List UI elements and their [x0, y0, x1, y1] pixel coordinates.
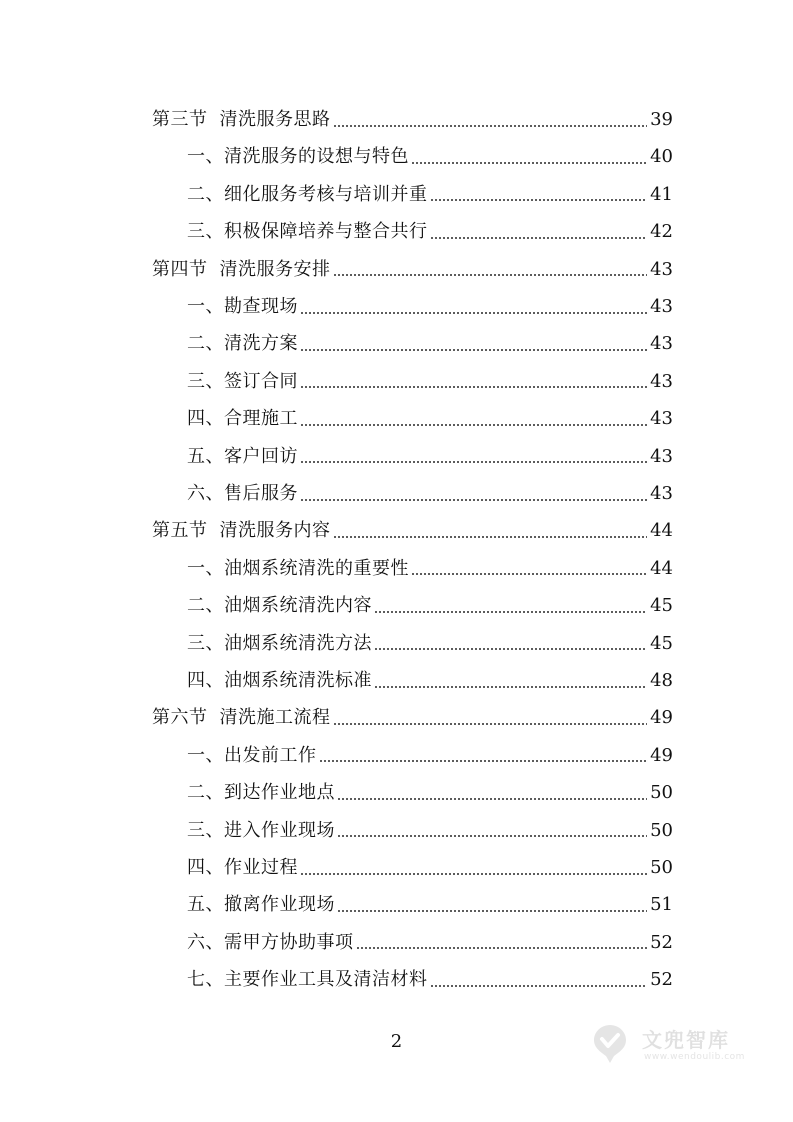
dot-leader — [374, 686, 647, 688]
toc-section-row[interactable] — [152, 101, 673, 138]
toc-item-row[interactable] — [187, 213, 673, 250]
dot-leader — [430, 985, 648, 987]
dot-leader — [300, 461, 647, 463]
toc-entry-number: 四、 — [187, 670, 224, 691]
toc-entry-page: 49 — [650, 707, 673, 729]
toc-entry-page: 50 — [650, 857, 673, 878]
dot-leader — [337, 835, 647, 837]
toc-entry-number: 第三节 — [152, 109, 208, 130]
toc-entry-page: 52 — [650, 931, 673, 953]
dot-leader — [333, 723, 648, 725]
toc-entry-label — [187, 176, 428, 213]
toc-entry-number: 一、 — [187, 557, 224, 579]
toc-entry-label — [187, 400, 298, 437]
toc-entry-label — [187, 774, 335, 811]
toc-item-row[interactable] — [187, 662, 673, 699]
toc-entry-page: 45 — [650, 595, 673, 617]
toc-entry-number: 二、 — [187, 183, 224, 205]
toc-item-row[interactable] — [187, 325, 673, 362]
toc-item-row[interactable] — [187, 961, 673, 998]
dot-leader — [337, 798, 647, 800]
toc-entry-label — [187, 288, 298, 325]
toc-entry-number: 六、 — [187, 931, 224, 953]
toc-entry-page: 41 — [650, 183, 673, 205]
toc-entry-page: 43 — [650, 258, 673, 280]
toc-entry-page: 43 — [650, 483, 673, 504]
dot-leader — [319, 760, 648, 762]
toc-entry-page: 50 — [650, 782, 673, 804]
toc-entry-title: 出发前工作 — [224, 744, 317, 766]
toc-entry-number: 三、 — [187, 221, 224, 243]
toc-item-row[interactable] — [187, 363, 673, 400]
dot-leader — [333, 125, 648, 127]
dot-leader — [430, 199, 648, 201]
toc-entry-label — [152, 699, 331, 736]
toc-entry-page: 44 — [650, 557, 673, 579]
toc-entry-page: 48 — [650, 670, 673, 691]
toc-entry-title: 清洗服务思路 — [219, 109, 331, 130]
toc-entry-number: 第六节 — [152, 707, 208, 729]
toc-entry-title: 细化服务考核与培训并重 — [224, 183, 428, 205]
toc-section-row[interactable] — [152, 699, 673, 736]
toc-item-row[interactable] — [187, 924, 673, 961]
toc-item-row[interactable] — [187, 138, 673, 175]
dot-leader — [374, 648, 647, 650]
toc-entry-page: 39 — [650, 109, 673, 130]
toc-entry-page: 40 — [650, 146, 673, 168]
toc-item-row[interactable] — [187, 886, 673, 923]
toc-entry-title: 合理施工 — [224, 408, 298, 430]
toc-entry-label — [187, 737, 317, 774]
toc-item-row[interactable] — [187, 812, 673, 849]
toc-entry-title: 签订合同 — [224, 370, 298, 392]
toc-entry-page: 45 — [650, 632, 673, 654]
dot-leader — [300, 873, 647, 875]
toc-section-row[interactable] — [152, 512, 673, 549]
toc-entry-number: 四、 — [187, 857, 224, 878]
dot-leader — [333, 536, 648, 538]
dot-leader — [411, 573, 647, 575]
toc-entry-title: 油烟系统清洗方法 — [224, 632, 372, 654]
toc-entry-page: 44 — [650, 520, 673, 542]
toc-entry-page: 43 — [650, 333, 673, 355]
toc-entry-label — [187, 812, 335, 849]
toc-entry-number: 五、 — [187, 894, 224, 916]
toc-item-row[interactable] — [187, 849, 673, 886]
toc-entry-number: 七、 — [187, 969, 224, 991]
toc-entry-page: 50 — [650, 819, 673, 841]
toc-entry-title: 油烟系统清洗标准 — [224, 670, 372, 691]
toc-entry-number: 二、 — [187, 782, 224, 804]
toc-entry-number: 二、 — [187, 333, 224, 355]
toc-entry-page: 43 — [650, 370, 673, 392]
toc-entry-title: 勘查现场 — [224, 296, 298, 317]
toc-entry-title: 清洗方案 — [224, 333, 298, 355]
toc-entry-label — [187, 625, 372, 662]
toc-entry-title: 进入作业现场 — [224, 819, 335, 841]
toc-entry-number: 四、 — [187, 408, 224, 430]
toc-entry-label — [187, 550, 409, 587]
toc-item-row[interactable] — [187, 587, 673, 624]
toc-entry-title: 售后服务 — [224, 483, 298, 504]
toc-item-row[interactable] — [187, 438, 673, 475]
watermark-url: www.wendoulib.com — [644, 1052, 745, 1062]
toc-entry-number: 第四节 — [152, 258, 208, 280]
toc-entry-number: 三、 — [187, 370, 224, 392]
toc-entry-page: 42 — [650, 221, 673, 243]
toc-entry-title: 油烟系统清洗内容 — [224, 595, 372, 617]
toc-item-row[interactable] — [187, 400, 673, 437]
toc-entry-title: 作业过程 — [224, 857, 298, 878]
toc-entry-label — [187, 363, 298, 400]
toc-entry-number: 六、 — [187, 483, 224, 504]
dot-leader — [300, 424, 647, 426]
wendou-logo-icon — [588, 1022, 632, 1066]
toc-entry-label — [187, 924, 354, 961]
watermark-title: 文兜智库 — [642, 1028, 730, 1052]
dot-leader — [356, 947, 648, 949]
dot-leader — [430, 237, 648, 239]
dot-leader — [300, 349, 647, 351]
toc-entry-title: 清洗服务内容 — [219, 520, 331, 542]
dot-leader — [374, 611, 647, 613]
toc-item-row[interactable] — [187, 550, 673, 587]
page-number: 2 — [390, 1031, 403, 1052]
toc-item-row[interactable] — [187, 774, 673, 811]
toc-item-row[interactable] — [187, 737, 673, 774]
toc-entry-label — [187, 213, 428, 250]
toc-entry-page: 51 — [650, 894, 673, 916]
toc-entry-title: 清洗施工流程 — [219, 707, 331, 729]
toc-entry-label — [187, 138, 409, 175]
watermark — [588, 1018, 768, 1074]
dot-leader — [337, 910, 647, 912]
toc-entry-number: 三、 — [187, 632, 224, 654]
toc-entry-number: 二、 — [187, 595, 224, 617]
toc-entry-number: 一、 — [187, 146, 224, 168]
toc-section-row[interactable] — [152, 251, 673, 288]
toc-entry-title: 油烟系统清洗的重要性 — [224, 557, 409, 579]
toc-entry-label — [187, 662, 372, 699]
toc-entry-title: 到达作业地点 — [224, 782, 335, 804]
toc-entry-page: 49 — [650, 744, 673, 766]
dot-leader — [300, 499, 647, 501]
toc-entry-title: 客户回访 — [224, 445, 298, 467]
toc-entry-number: 三、 — [187, 819, 224, 841]
toc-entry-number: 一、 — [187, 296, 224, 317]
toc-entry-label — [187, 475, 298, 512]
toc-entry-label — [187, 886, 335, 923]
toc-entry-title: 积极保障培养与整合共行 — [224, 221, 428, 243]
toc-entry-label — [187, 961, 428, 998]
toc-item-row[interactable] — [187, 625, 673, 662]
toc-entry-label — [152, 512, 331, 549]
dot-leader — [333, 274, 648, 276]
toc-entry-title: 主要作业工具及清洁材料 — [224, 969, 428, 991]
toc-entry-number: 第五节 — [152, 520, 208, 542]
toc-entry-label — [152, 101, 331, 138]
toc-entry-number: 一、 — [187, 744, 224, 766]
toc-entry-label — [187, 587, 372, 624]
toc-item-row[interactable] — [187, 288, 673, 325]
toc-entry-label — [187, 438, 298, 475]
toc-entry-label — [152, 251, 331, 288]
dot-leader — [300, 386, 647, 388]
toc-entry-page: 43 — [650, 296, 673, 317]
dot-leader — [300, 312, 647, 314]
toc-entry-label — [187, 849, 298, 886]
toc-entry-page: 43 — [650, 408, 673, 430]
toc-entry-title: 清洗服务的设想与特色 — [224, 146, 409, 168]
toc-entry-number: 五、 — [187, 445, 224, 467]
toc-item-row[interactable] — [187, 475, 673, 512]
toc-entry-title: 清洗服务安排 — [219, 258, 331, 280]
toc-entry-title: 撤离作业现场 — [224, 894, 335, 916]
toc-item-row[interactable] — [187, 176, 673, 213]
toc-entry-title: 需甲方协助事项 — [224, 931, 354, 953]
dot-leader — [411, 162, 647, 164]
toc-entry-page: 52 — [650, 969, 673, 991]
toc-entry-page: 43 — [650, 445, 673, 467]
toc-entry-label — [187, 325, 298, 362]
